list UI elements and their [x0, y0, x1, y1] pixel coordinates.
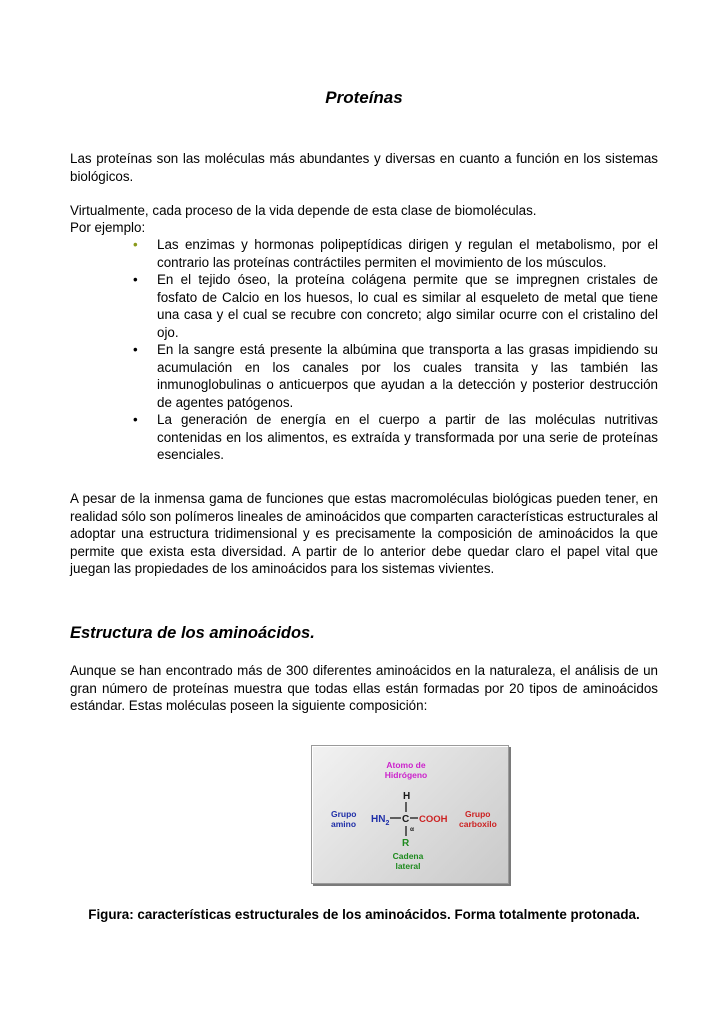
- hydrogen-label-line1: Atomo de: [386, 760, 426, 770]
- list-item-text: La generación de energía en el cuerpo a partir de las moléculas nutritivas contenidas en los alimentos, es extraída y transformada por una serie de proteínas esenciales.: [157, 412, 658, 462]
- intro-paragraph: Las proteínas son las moléculas más abundantes y diversas en cuanto a función en los sistemas biológicos.: [70, 151, 658, 184]
- list-item: [70, 271, 658, 341]
- side-chain-label-line1: Cadena: [392, 851, 424, 861]
- bullet-icon: •: [133, 342, 138, 357]
- amino-acid-figure: [311, 745, 509, 884]
- side-chain-label-line2: lateral: [395, 861, 421, 871]
- list-item: [70, 411, 658, 464]
- bullet-icon: •: [133, 237, 138, 252]
- side-chain-atom: R: [402, 838, 410, 849]
- list-item-text: Las enzimas y hormonas polipeptídicas dirigen y regulan el metabolismo, por el contrario las proteínas contráctiles permiten el movimiento de los músculos.: [157, 237, 658, 270]
- amino-label-line2: amino: [331, 819, 357, 829]
- example-line: Por ejemplo:: [70, 220, 146, 235]
- amino-group: $HN_2$: [371, 814, 390, 827]
- page-title: Proteínas: [325, 88, 403, 107]
- amino-label-line1: Grupo: [331, 809, 357, 819]
- hydrogen-atom: H: [403, 791, 411, 802]
- body-paragraph: A pesar de la inmensa gama de funciones que estas macromoléculas biológicas pueden tener, en realidad sólo son polímeros lineales de aminoácidos que comparten características estructurales al adoptar una estructura tridimensional y es precisamente la composición de aminoácidos la que permite que exista esta diversidad. A partir de lo anterior debe quedar claro el papel vital que juegan las propiedades de los aminoácidos para los sistemas vivientes.: [70, 491, 659, 576]
- carboxyl-label-line1: Grupo: [465, 809, 491, 819]
- section-heading: Estructura de los aminoácidos.: [70, 624, 315, 642]
- alpha-symbol: α: [410, 826, 414, 833]
- list-item-text: En la sangre está presente la albúmina que transporta a las grasas impidiendo su acumulación en los canales por los cuales transita y las también las inmunoglobulinas o anticuerpos que ayudan a la detección y posterior destrucción de agentes patógenos.: [157, 342, 658, 410]
- carboxyl-group: COOH: [419, 814, 448, 825]
- composition-paragraph: Aunque se han encontrado más de 300 diferentes aminoácidos en la naturaleza, el análisis de un gran número de proteínas muestra que todas ellas están formadas por 20 tipos de aminoácidos estándar. Estas moléculas poseen la siguiente composición:: [70, 663, 658, 713]
- figure-caption: Figura: características estructurales de los aminoácidos. Forma totalmente protonada.: [88, 907, 640, 922]
- amino-acid-structure: [312, 746, 508, 883]
- list-item: [70, 236, 658, 271]
- hydrogen-label-line2: Hidrógeno: [384, 770, 428, 780]
- alpha-carbon: C: [402, 814, 410, 825]
- bullet-icon: •: [133, 412, 138, 427]
- virtually-line: Virtualmente, cada proceso de la vida depende de esta clase de biomoléculas.: [70, 203, 537, 218]
- list-item-text: En el tejido óseo, la proteína colágena permite que se impregnen cristales de fosfato de Calcio en los huesos, lo cual es similar al esqueleto de metal que tiene una casa y el cual se recubre con concreto; algo similar ocurre con el cristalino del ojo.: [157, 272, 658, 340]
- carboxyl-label-line2: carboxilo: [459, 819, 497, 829]
- list-item: [70, 341, 658, 411]
- examples-list: [70, 236, 658, 464]
- bullet-icon: •: [133, 272, 138, 287]
